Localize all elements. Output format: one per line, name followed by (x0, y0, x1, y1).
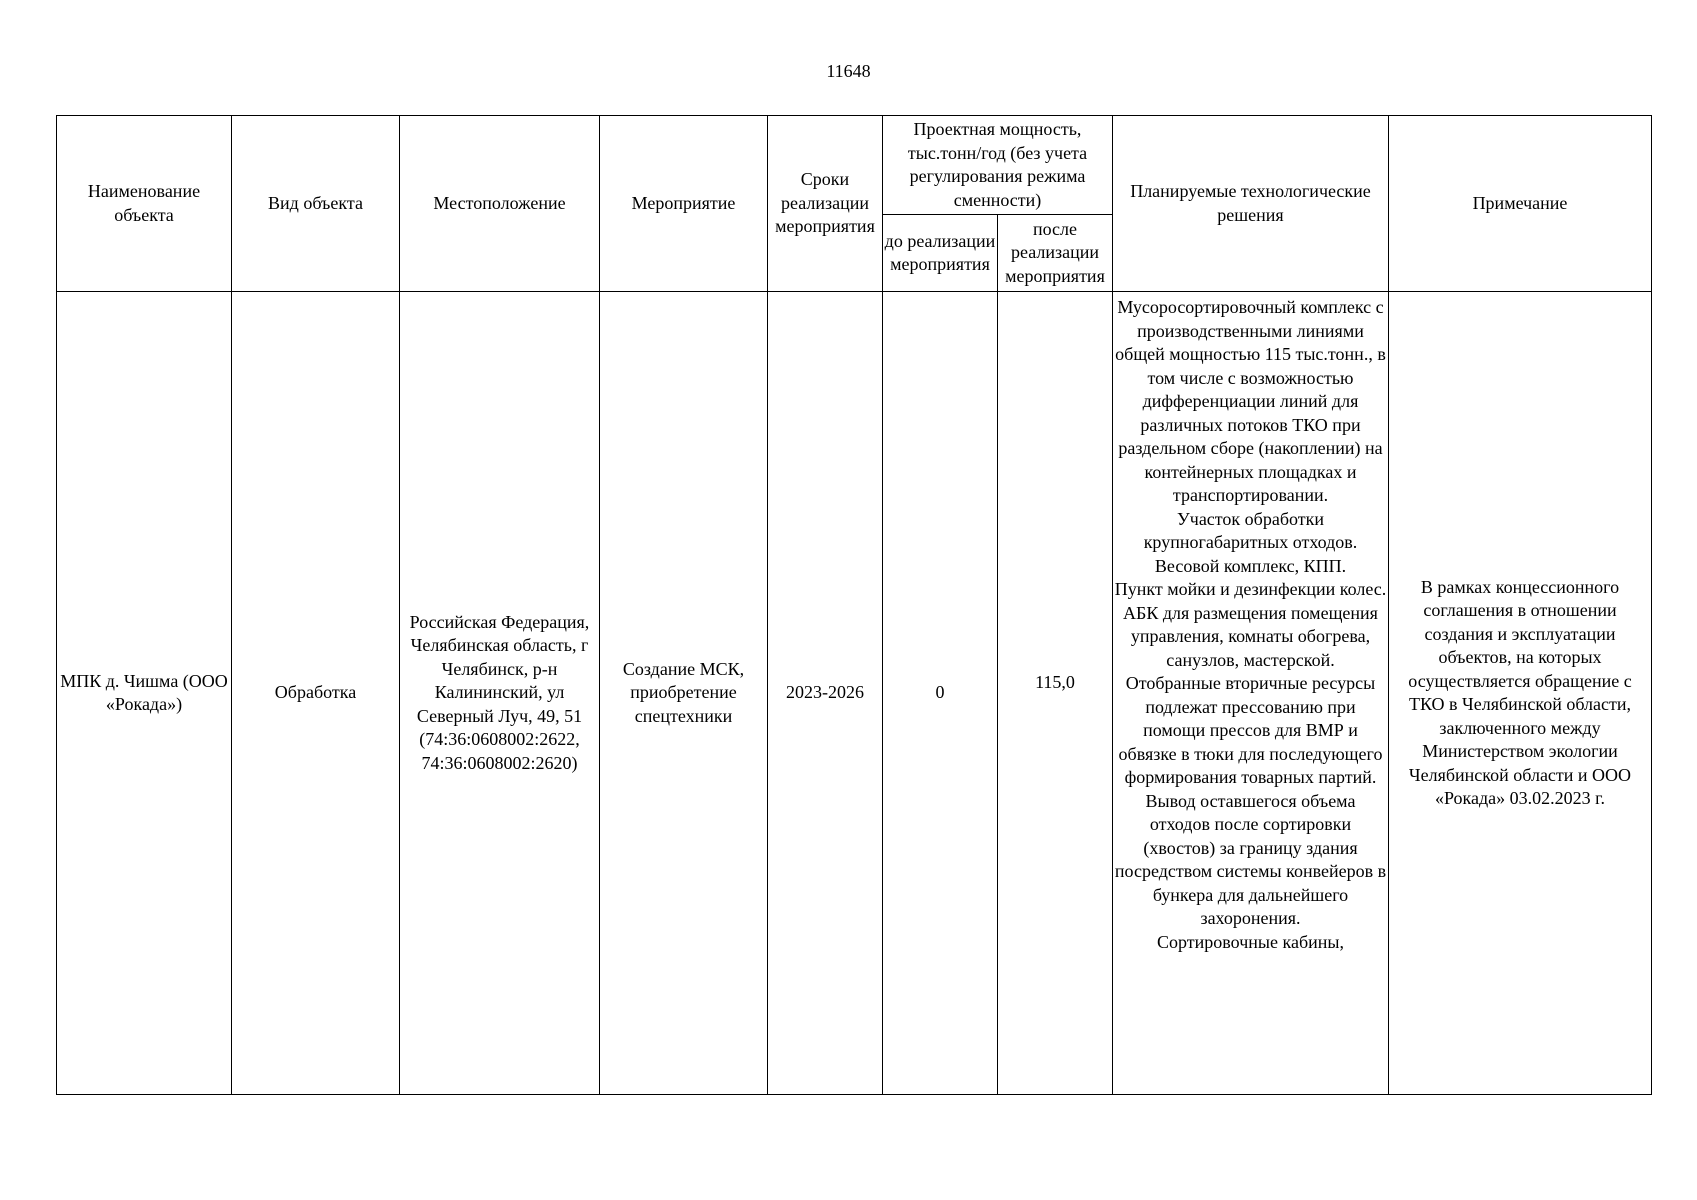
cell-name: МПК д. Чишма (ООО «Рокада») (57, 292, 232, 1095)
tech-paragraph: Сортировочные кабины, (1157, 931, 1344, 952)
cell-location: Российская Федерация, Челябинская область, г Челябинск, р-н Калининский, ул Северный Луч, 49, 51 (74:36:0608002:2622, 74:36:0608002:2620) (400, 292, 600, 1095)
header-name: Наименование объекта (57, 116, 232, 292)
tech-paragraphs (1114, 296, 1387, 1088)
tech-paragraph: Мусоросортировочный комплекс с производственными линиями общей мощностью 115 тыс.тонн., в том числе с возможностью дифференциации линий для различных потоков ТКО при раздельном сборе (накоплении) на контейнерных площадках и транспортировании. (1115, 297, 1386, 505)
cell-note: В рамках концессионного соглашения в отношении создания и эксплуатации объектов, на которых осуществляется обращение с ТКО в Челябинской области, заключенного между Министерством экологии Челябинской области и ООО «Рокада» 03.02.2023 г. (1389, 292, 1652, 1095)
header-capacity-after: после реализации мероприятия (998, 215, 1113, 292)
header-tech: Планируемые технологические решения (1113, 116, 1389, 292)
cell-type: Обработка (232, 292, 400, 1095)
cell-tech (1113, 292, 1389, 1095)
header-capacity-before: до реализации мероприятия (883, 215, 998, 292)
page-number: 11648 (826, 61, 871, 81)
tech-paragraph: Участок обработки крупногабаритных отходов. (1143, 508, 1358, 552)
header-type: Вид объекта (232, 116, 400, 292)
header-row (57, 116, 1652, 215)
cell-capacity-after-wrap (998, 292, 1113, 1095)
header-note: Примечание (1389, 116, 1652, 292)
cell-capacity-before: 0 (883, 292, 998, 1095)
tech-paragraph: Отобранные вторичные ресурсы подлежат прессованию при помощи прессов для ВМР и обвязке в тюки для последующего формирования товарных партий. Вывод оставшегося объема отходов после сортировки (хвостов) за границу здания посредством системы конвейеров в бункера для дальнейшего захоронения. (1114, 673, 1387, 928)
cell-period: 2023-2026 (768, 292, 883, 1095)
header-capacity: Проектная мощность, тыс.тонн/год (без учета регулирования режима сменности) (883, 116, 1113, 215)
cell-capacity-after: 115,0 (1035, 672, 1075, 693)
tech-paragraph: Весовой комплекс, КПП. (1154, 555, 1347, 576)
table-row (57, 292, 1652, 1095)
facilities-table (56, 115, 1652, 1095)
tech-paragraph: Пункт мойки и дезинфекции колес. (1114, 579, 1387, 599)
cell-measure: Создание МСК, приобретение спецтехники (600, 292, 768, 1095)
header-period: Сроки реализации мероприятия (768, 116, 883, 292)
header-location: Местоположение (400, 116, 600, 292)
tech-paragraph: АБК для размещения помещения управления, комнаты обогрева, санузлов, мастерской. (1123, 602, 1378, 670)
header-measure: Мероприятие (600, 116, 768, 292)
